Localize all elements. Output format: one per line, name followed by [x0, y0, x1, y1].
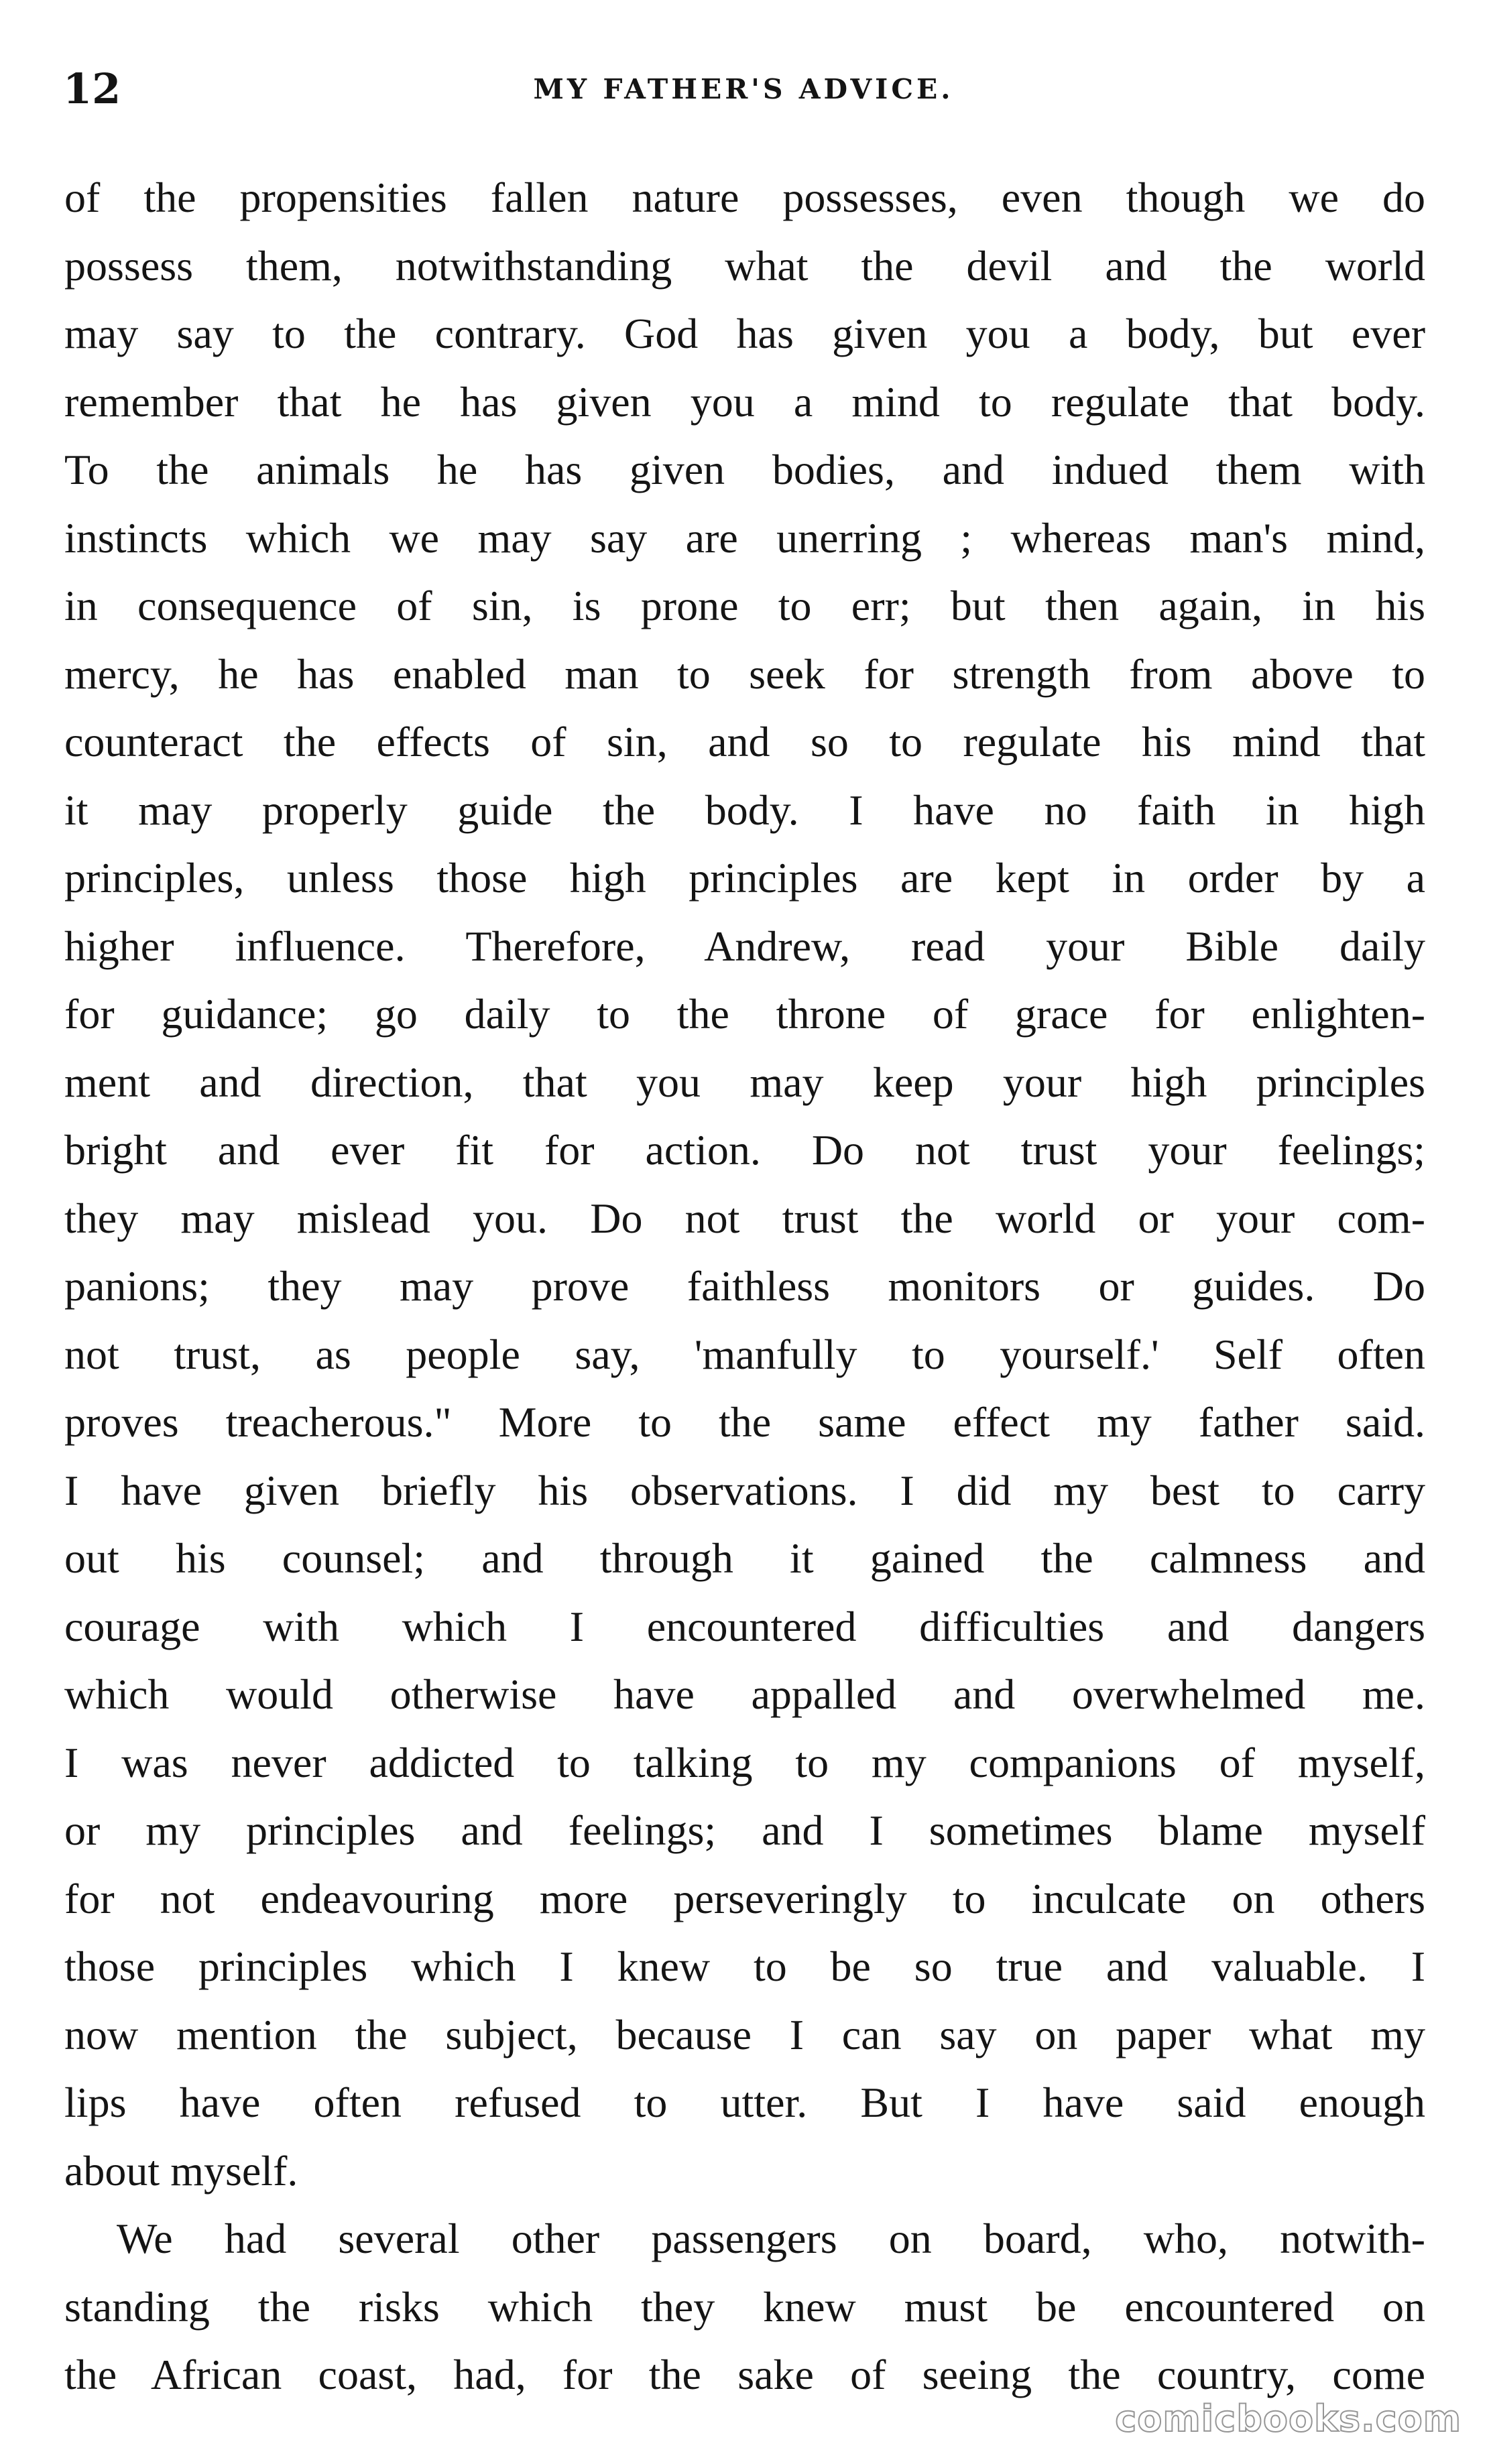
text-line: higher influence. Therefore, Andrew, read your Bible daily	[64, 922, 1425, 970]
text-line: To the animals he has given bodies, and indued them with	[64, 446, 1425, 493]
text-line: which would otherwise have appalled and overwhelmed me.	[64, 1670, 1425, 1718]
running-head: MY FATHER'S ADVICE.	[533, 73, 954, 105]
text-line: in consequence of sin, is prone to err; but then again, in his	[64, 582, 1425, 629]
text-line: remember that he has given you a mind to regulate that body.	[64, 377, 1425, 426]
text-line: for guidance; go daily to the throne of grace for enlighten-	[64, 990, 1425, 1038]
text-line: the African coast, had, for the sake of seeing the country, come	[64, 2351, 1425, 2398]
text-line: instincts which we may say are unerring ; whereas man's mind,	[64, 513, 1425, 562]
page-number: 12	[63, 64, 121, 113]
text-line: mercy, he has enabled man to seek for strength from above to	[64, 650, 1425, 698]
text-line: it may properly guide the body. I have no faith in high	[64, 786, 1425, 834]
text-line: panions; they may prove faithless monitors or guides. Do	[64, 1262, 1425, 1310]
text-line: ment and direction, that you may keep your high principles	[64, 1058, 1425, 1106]
paragraph-2	[64, 2205, 1425, 2409]
text-line: principles, unless those high principles are kept in order by a	[64, 854, 1425, 902]
body-text	[64, 164, 1425, 2409]
text-line: bright and ever fit for action. Do not trust your feelings;	[64, 1126, 1425, 1174]
text-line: about myself.	[64, 2146, 298, 2195]
text-line: counteract the effects of sin, and so to regulate his mind that	[64, 718, 1425, 765]
paragraph-1	[64, 164, 1425, 2205]
text-line: I was never addicted to talking to my companions of myself,	[64, 1738, 1425, 1786]
text-line: of the propensities fallen nature possesses, even though we do	[64, 174, 1425, 221]
text-line: I have given briefly his observations. I did my best to carry	[64, 1466, 1425, 1514]
text-line: may say to the contrary. God has given you a body, but ever	[64, 310, 1425, 357]
text-line: courage with which I encountered difficulties and dangers	[64, 1602, 1425, 1650]
text-line: for not endeavouring more perseveringly to inculcate on others	[64, 1874, 1425, 1922]
text-line: out his counsel; and through it gained the calmness and	[64, 1534, 1425, 1582]
page-header	[63, 59, 1424, 119]
text-line: possess them, notwithstanding what the devil and the world	[64, 241, 1425, 290]
text-line: or my principles and feelings; and I sometimes blame myself	[64, 1806, 1425, 1854]
text-line: standing the risks which they knew must be encountered on	[64, 2282, 1425, 2331]
text-line: We had several other passengers on board, who, notwith-	[117, 2215, 1425, 2262]
text-line: not trust, as people say, 'manfully to yourself.' Self often	[64, 1330, 1425, 1378]
text-line: they may mislead you. Do not trust the world or your com-	[64, 1194, 1425, 1242]
text-line: proves treacherous." More to the same effect my father said.	[64, 1398, 1425, 1446]
text-line: those principles which I knew to be so true and valuable. I	[64, 1943, 1425, 1990]
text-line: lips have often refused to utter. But I have said enough	[64, 2079, 1425, 2126]
text-line: now mention the subject, because I can say on paper what my	[64, 2010, 1425, 2058]
site-watermark: comicbooks.com	[1115, 2398, 1462, 2440]
